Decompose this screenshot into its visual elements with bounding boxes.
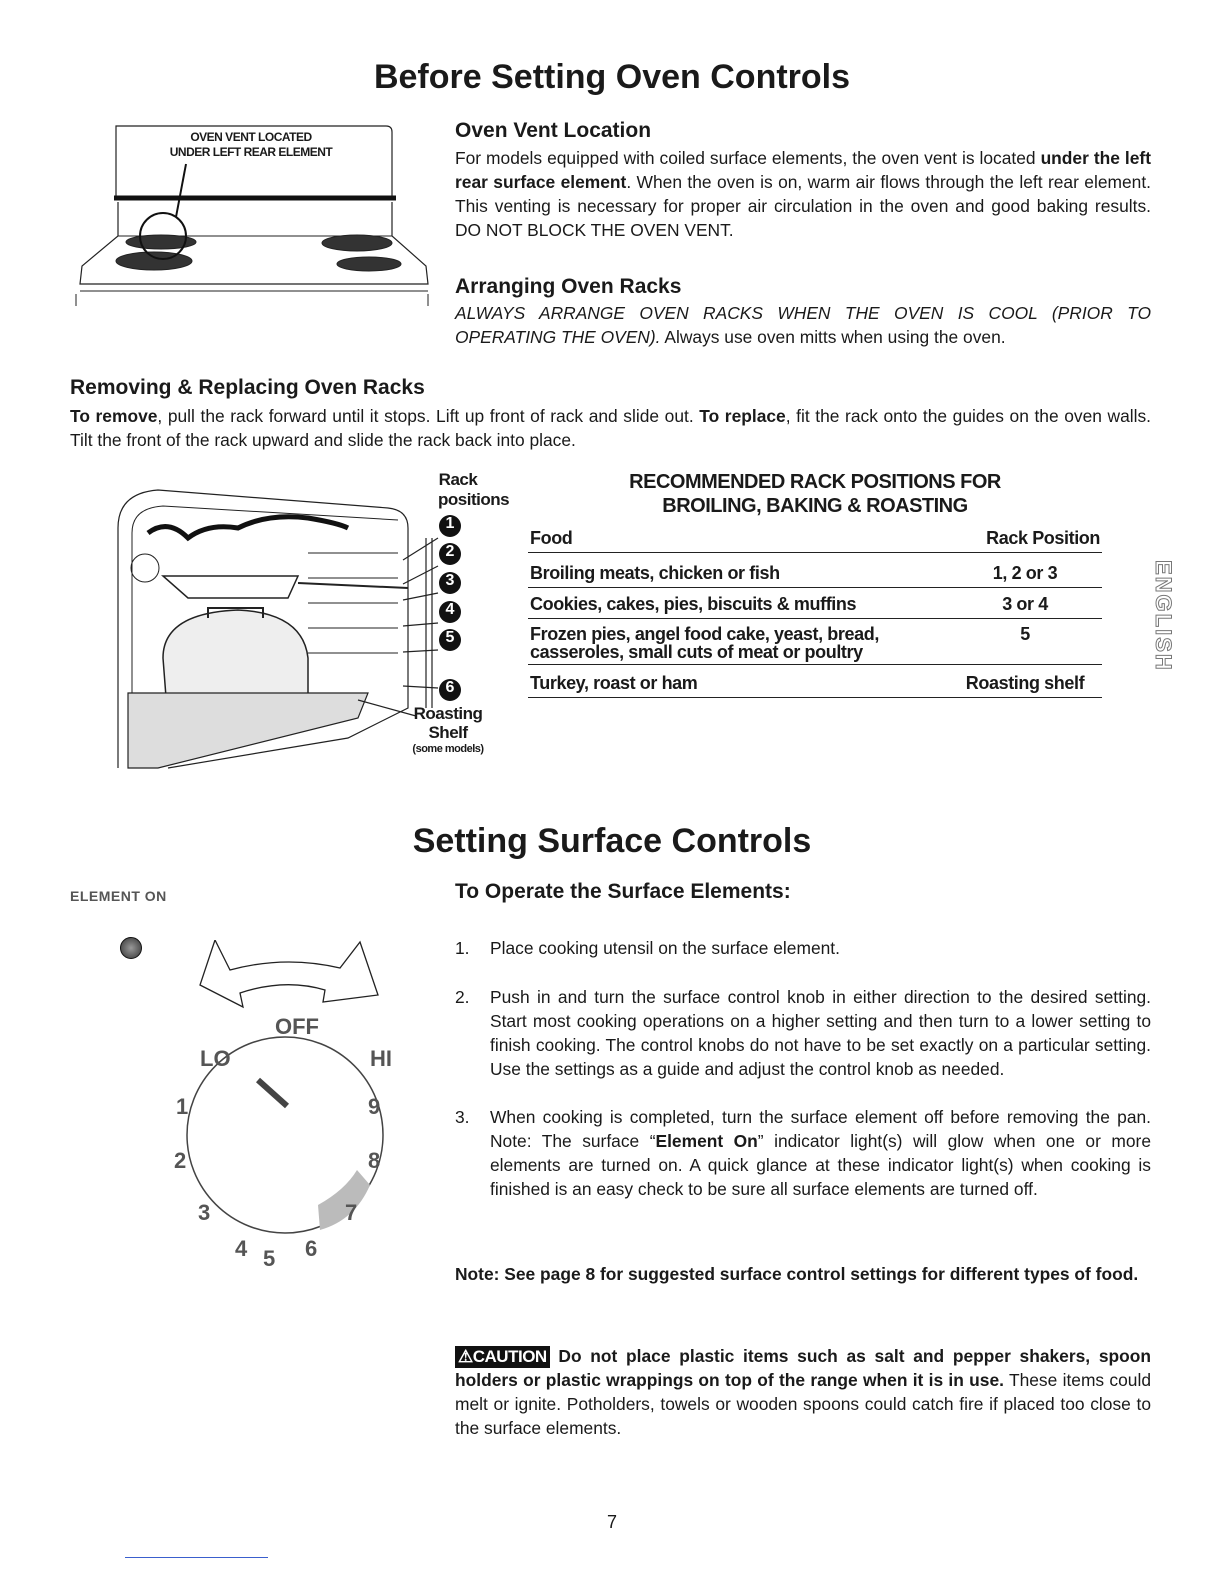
removing-racks-text: [70, 404, 1151, 452]
knob-setting-1: 1: [176, 1094, 189, 1119]
vent-text-a: For models equipped with coiled surface elements, the oven vent is located: [455, 148, 1041, 168]
rack-position-2: 2: [445, 543, 455, 560]
col-rack-position: Rack Position: [986, 528, 1100, 548]
food-line1: Frozen pies, angel food cake, yeast, bread,: [530, 624, 879, 644]
page-reference-note: Note: See page 8 for suggested surface control settings for different types of food.: [455, 1264, 1139, 1284]
section-title-surface-controls: Setting Surface Controls: [412, 822, 812, 860]
page-number: 7: [606, 1512, 617, 1532]
rotate-arrow-icon: [200, 940, 378, 1007]
step-text: Place cooking utensil on the surface element.: [490, 938, 840, 958]
roasting-label: Roasting: [413, 704, 483, 723]
removing-racks-heading: Removing & Replacing Oven Racks: [70, 376, 425, 399]
position-cell: 1, 2 or 3: [992, 563, 1058, 583]
arranging-text: Always use oven mitts when using the oven.: [660, 327, 1006, 347]
step-text: Push in and turn the surface control knob in either direction to the desired setting. Start most cooking operations on a higher setting and then turn to a lower setting to finish cooking. The control knobs do not have to be set exactly on a particular setting. Use the settings as a guide and adjust the control knob as needed.: [490, 987, 1151, 1079]
position-cell: 3 or 4: [1002, 594, 1048, 614]
step-text: [490, 1105, 1151, 1201]
step-text-a: When cooking is completed, turn the surface element off before removing the pan. Note: The surface “: [490, 1107, 1151, 1151]
page-title: Before Setting Oven Controls: [373, 58, 851, 96]
remove-text: , pull the rack forward until it stops. Lift up front of rack and slide out.: [157, 406, 700, 426]
element-on-indicator-light: [120, 937, 142, 959]
rack-position-5: 5: [445, 629, 455, 646]
knob-setting-9: 9: [368, 1094, 381, 1119]
oven-vent-heading: Oven Vent Location: [455, 119, 652, 142]
warning-triangle-icon: ⚠: [458, 1347, 473, 1366]
rack-positions-table: [528, 470, 1102, 698]
position-cell: 5: [1020, 624, 1030, 644]
position-cell: Roasting shelf: [965, 673, 1085, 693]
caution-text: These items could melt or ignite. Potholders, towels or wooden spoons could catch fire if placed too close to the surface elements.: [455, 1370, 1151, 1438]
knob-off-label: OFF: [275, 1014, 319, 1039]
list-item: [455, 985, 1151, 1081]
step-number: 1.: [455, 938, 470, 958]
arranging-italic: ALWAYS ARRANGE OVEN RACKS WHEN THE OVEN IS COOL (PRIOR TO OPERATING THE OVEN).: [455, 303, 1151, 347]
vent-label-line1: OVEN VENT LOCATED: [190, 130, 312, 144]
food-line2: casseroles, small cuts of meat or poultry: [530, 642, 863, 662]
operate-elements-heading: To Operate the Surface Elements:: [455, 880, 791, 903]
arranging-racks-heading: Arranging Oven Racks: [455, 275, 682, 298]
knob-setting-7: 7: [345, 1200, 358, 1225]
knob-setting-8: 8: [368, 1148, 381, 1173]
rack-position-4: 4: [445, 601, 455, 618]
table-header: [528, 526, 1102, 553]
caution-bold-text: Do not place plastic items such as salt and pepper shakers, spoon holders or plastic wrappings on top of the range when it is in use.: [455, 1346, 1151, 1390]
table-title-line1: RECOMMENDED RACK POSITIONS FOR: [629, 471, 1001, 493]
knob-setting-2: 2: [174, 1148, 187, 1173]
list-item: [455, 936, 1151, 960]
knob-setting-4: 4: [235, 1236, 248, 1261]
knob-setting-5: 5: [263, 1246, 276, 1271]
language-side-tab: ENGLISH: [1151, 560, 1176, 672]
control-knob-diagram: [160, 940, 420, 1270]
steps-list: [455, 936, 1151, 1201]
step-text-b: ” indicator light(s) will glow when one or more elements are turned on. A quick glance at these indicator light(s) when cooking is finished is an easy check to be sure all surface elements are turned off.: [490, 1131, 1151, 1199]
step-number: 3.: [455, 1107, 470, 1127]
footer-line: [125, 1557, 268, 1558]
vent-text-bold: under the left rear surface element: [455, 148, 1151, 192]
element-on-bold: Element On: [655, 1131, 758, 1151]
vent-label-line2: UNDER LEFT REAR ELEMENT: [169, 145, 333, 159]
food-cell: Turkey, roast or ham: [530, 673, 698, 693]
oven-vent-text: [455, 146, 1151, 242]
stove-vent-diagram: [66, 116, 436, 306]
rack-label-line1: Rack: [438, 470, 478, 489]
oven-rack-diagram: [108, 468, 510, 788]
food-cell: Broiling meats, chicken or fish: [530, 563, 780, 583]
replace-text: , fit the rack onto the guides on the oven walls. Tilt the front of the rack upward and slide the rack back into place.: [70, 406, 1152, 450]
table-row: [528, 592, 1102, 619]
some-models-note: (some models): [412, 743, 484, 755]
rack-position-1: 1: [445, 515, 455, 532]
caution-label: CAUTION: [472, 1347, 547, 1366]
to-remove-label: To remove: [70, 406, 158, 426]
knob-lo-label: LO: [200, 1046, 231, 1071]
food-cell: Cookies, cakes, pies, biscuits & muffins: [530, 594, 857, 614]
element-on-label: ELEMENT ON: [70, 888, 167, 904]
to-replace-label: To replace: [699, 406, 786, 426]
food-cell: [530, 625, 879, 661]
rack-position-3: 3: [445, 572, 455, 589]
table-row: [528, 561, 1102, 588]
shelf-label: Shelf: [428, 723, 468, 742]
vent-text-b: . When the oven is on, warm air flows through the left rear element. This venting is necessary for proper air circulation in the oven and good baking results. DO NOT BLOCK THE OVEN VENT.: [455, 172, 1152, 240]
knob-setting-3: 3: [198, 1200, 211, 1225]
rack-position-6: 6: [445, 679, 455, 696]
table-row: [528, 623, 1102, 665]
knob-setting-6: 6: [305, 1236, 318, 1261]
caution-notice: [455, 1344, 1151, 1440]
list-item: [455, 1105, 1151, 1201]
rack-label-line2: positions: [438, 490, 510, 509]
table-row: [528, 671, 1102, 698]
step-number: 2.: [455, 987, 470, 1007]
knob-hi-label: HI: [370, 1046, 392, 1071]
arranging-racks-text: [455, 301, 1151, 349]
table-title-line2: BROILING, BAKING & ROASTING: [662, 495, 968, 517]
col-food: Food: [530, 528, 573, 548]
caution-badge: [455, 1346, 550, 1368]
